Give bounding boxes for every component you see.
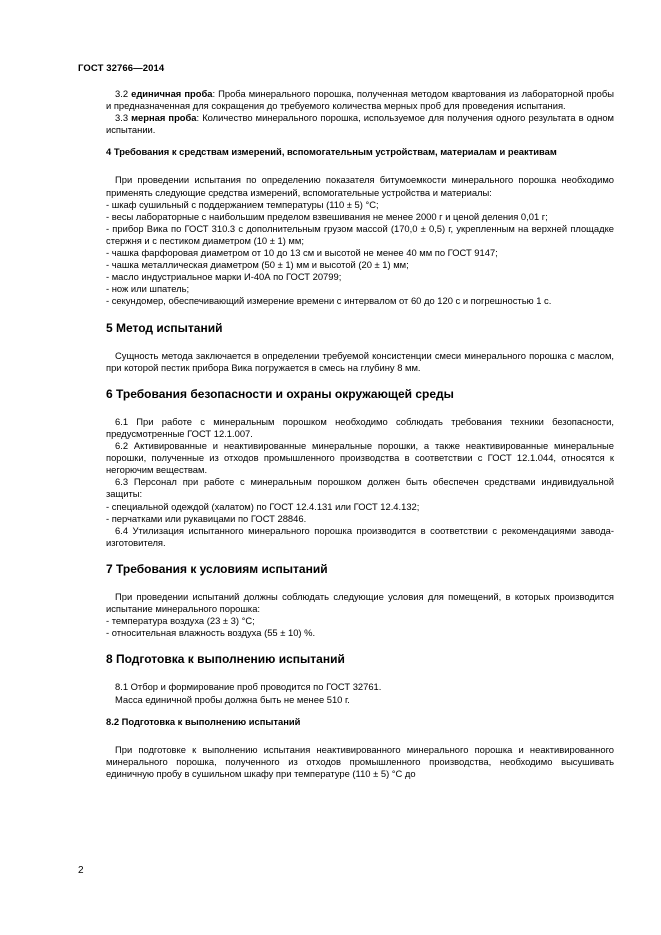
page-number: 2: [78, 865, 84, 876]
list-item: - специальной одеждой (халатом) по ГОСТ 12.4.131 или ГОСТ 12.4.132;: [106, 500, 420, 512]
clause-6-2: 6.2 Активированные и неактивированные минеральные порошки, а также неактивированные минеральные порошки, полученные из отходов промышленного производства в соответствии с ГОСТ 12.1.044, относятся к негорючим веществам.: [106, 440, 614, 476]
clause-3-3: 3.3 мерная проба: Количество минерального порошка, используемое для получения одного результата в одном испытании.: [106, 112, 614, 136]
clause-6-3: 6.3 Персонал при работе с минеральным порошком должен быть обеспечен средствами индивидуальной защиты:: [106, 476, 614, 500]
section-8-2-title: 8.2 Подготовка к выполнению испытаний: [106, 715, 301, 727]
clause-8-1: 8.1 Отбор и формирование проб проводится по ГОСТ 32761.: [115, 681, 382, 693]
list-item: - весы лабораторные с наибольшим пределом взвешивания не менее 2000 г и ценой деления 0,01 г;: [106, 210, 548, 222]
clause-3-2: 3.2 единичная проба: Проба минерального порошка, полученная методом квартования из лабораторной пробы и предназначенная для сокращения до требуемого количества мерных проб для проведения испытания.: [106, 88, 614, 112]
list-item: - прибор Вика по ГОСТ 310.3 с дополнительным грузом массой (170,0 ± 0,5) г, укрепленным на верхней площадке стержня и с пестиком диаметром (10 ± 1) мм;: [106, 222, 614, 246]
section-6-title: 6 Требования безопасности и охраны окружающей среды: [106, 386, 454, 401]
list-item: - перчатками или рукавицами по ГОСТ 28846.: [106, 512, 307, 524]
section-7-title: 7 Требования к условиям испытаний: [106, 561, 328, 576]
section-5-title: 5 Метод испытаний: [106, 320, 223, 335]
list-item: - относительная влажность воздуха (55 ± 10) %.: [106, 627, 316, 639]
clause-8-1-mass: Масса единичной пробы должна быть не менее 510 г.: [115, 693, 350, 705]
clause-8-2-text: При подготовке к выполнению испытания неактивированного минерального порошка и неактивированного минерального порошка, полученного из отходов промышленного производства, необходимо высушивать единичную пробу в сушильном шкафу при температуре (110 ± 5) °С до: [106, 743, 614, 779]
section-5-text: Сущность метода заключается в определении требуемой консистенции смеси минерального порошка с маслом, при которой пестик прибора Вика погружается в смесь на глубину 8 мм.: [106, 349, 614, 373]
clause-6-1: 6.1 При работе с минеральным порошком необходимо соблюдать требования техники безопасности, предусмотренные ГОСТ 12.1.007.: [106, 415, 614, 439]
conditions-list: [106, 615, 614, 639]
standard-header: ГОСТ 32766—2014: [78, 63, 165, 74]
list-item: - чашка металлическая диаметром (50 ± 1) мм и высотой (20 ± 1) мм;: [106, 259, 409, 271]
section-4-title: 4 Требования к средствам измерений, вспомогательным устройствам, материалам и реактивам: [106, 146, 557, 158]
list-item: - нож или шпатель;: [106, 283, 190, 295]
equipment-list: [106, 199, 614, 308]
list-item: - шкаф сушильный с поддержанием температуры (110 ± 5) °С;: [106, 198, 379, 210]
term-single-sample: единичная проба: [131, 88, 213, 99]
clause-6-4: 6.4 Утилизация испытанного минерального порошка производится в соответствии с рекомендациями завода-изготовителя.: [106, 524, 614, 548]
protection-list: [106, 501, 614, 525]
list-item: - секундомер, обеспечивающий измерение времени с интервалом от 60 до 120 с и погрешностью 1 с.: [106, 295, 552, 307]
term-measured-sample: мерная проба: [131, 112, 197, 124]
section-4-intro: При проведении испытания по определению показателя битумоемкости минерального порошка необходимо применять следующие средства измерений, вспомогательные устройства и материалы:: [106, 174, 614, 198]
section-8-title: 8 Подготовка к выполнению испытаний: [106, 652, 345, 667]
section-7-intro: При проведении испытаний должны соблюдать следующие условия для помещений, в которых производится испытание минерального порошка:: [106, 591, 614, 615]
page-content: [106, 88, 614, 780]
list-item: - температура воздуха (23 ± 3) °С;: [106, 615, 255, 627]
list-item: - масло индустриальное марки И-40А по ГОСТ 20799;: [106, 271, 342, 283]
list-item: - чашка фарфоровая диаметром от 10 до 13 см и высотой не менее 40 мм по ГОСТ 9147;: [106, 247, 498, 259]
